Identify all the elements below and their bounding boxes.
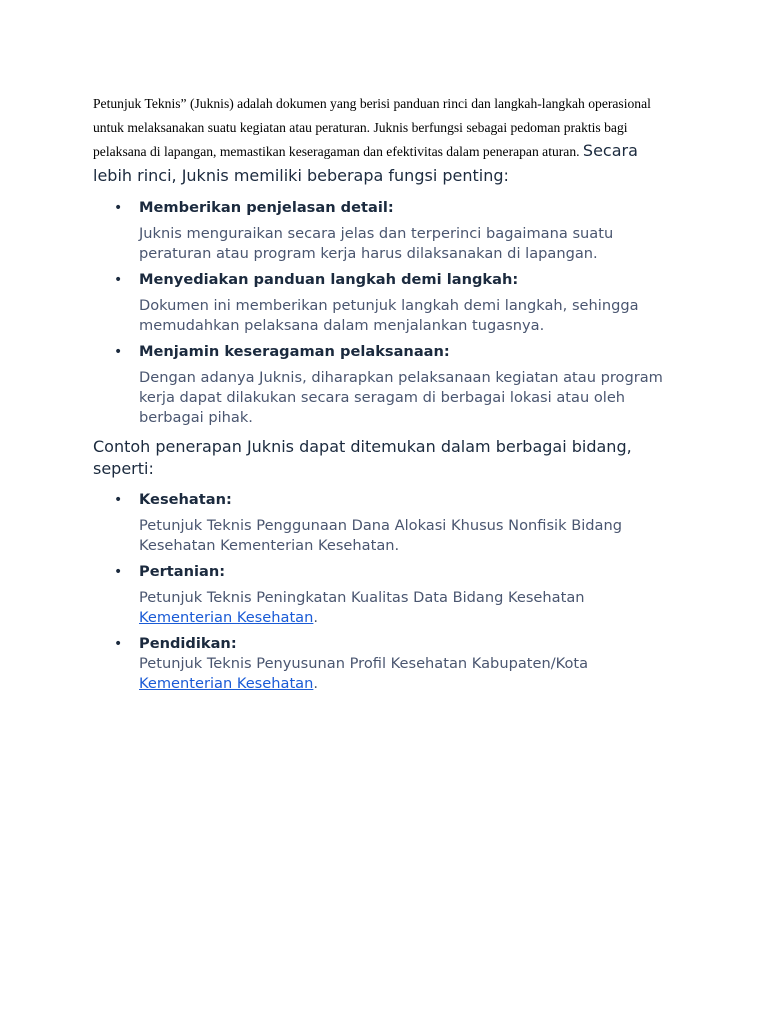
example-title: Pertanian: bbox=[139, 563, 226, 580]
intro-lead-text: Secara lebih rinci, Juknis memiliki beberapa fungsi penting: bbox=[93, 141, 638, 185]
example-description: Petunjuk Teknis Penggunaan Dana Alokasi Khusus Nonfisik Bidang Kesehatan Kementerian Kesehatan. bbox=[139, 517, 622, 554]
bullet-icon: • bbox=[114, 200, 123, 216]
function-description: Dokumen ini memberikan petunjuk langkah demi langkah, sehingga memudahkan pelaksana dalam menjalankan tugasnya. bbox=[139, 297, 639, 334]
functions-list bbox=[93, 198, 678, 428]
function-title: Memberikan penjelasan detail: bbox=[139, 199, 394, 216]
bullet-icon: • bbox=[114, 492, 123, 508]
list-item bbox=[93, 634, 678, 694]
document-body bbox=[93, 92, 678, 700]
list-item bbox=[93, 490, 678, 556]
example-description-suffix: . bbox=[313, 609, 319, 626]
function-description: Dengan adanya Juknis, diharapkan pelaksanaan kegiatan atau program kerja dapat dilakukan secara seragam di berbagai lokasi atau oleh berbagai pihak. bbox=[139, 369, 663, 426]
example-description bbox=[139, 588, 678, 628]
example-title: Pendidikan: bbox=[139, 635, 237, 652]
examples-list bbox=[93, 490, 678, 694]
example-description-text: Petunjuk Teknis Peningkatan Kualitas Data Bidang Kesehatan bbox=[139, 589, 585, 606]
example-description bbox=[139, 654, 678, 694]
list-item bbox=[93, 562, 678, 628]
example-description-text: Petunjuk Teknis Penyusunan Profil Kesehatan Kabupaten/Kota bbox=[139, 655, 589, 672]
kementerian-kesehatan-link[interactable]: Kementerian Kesehatan bbox=[139, 675, 314, 692]
list-item bbox=[93, 198, 678, 264]
list-item bbox=[93, 342, 678, 428]
function-title: Menjamin keseragaman pelaksanaan: bbox=[139, 343, 450, 360]
example-description-suffix: . bbox=[313, 675, 319, 692]
intro-serif-text: Petunjuk Teknis” (Juknis) adalah dokumen yang berisi panduan rinci dan langkah-langkah operasional untuk melaksanakan suatu kegiatan atau peraturan. Juknis berfungsi sebagai pedoman praktis bagi pelaksana di lapangan, memastikan keseragaman dan efektivitas dalam penerapan aturan. bbox=[93, 96, 651, 159]
bullet-icon: • bbox=[114, 272, 123, 288]
bullet-icon: • bbox=[114, 564, 123, 580]
bullet-icon: • bbox=[114, 344, 123, 360]
kementerian-kesehatan-link[interactable]: Kementerian Kesehatan bbox=[139, 609, 314, 626]
examples-heading: Contoh penerapan Juknis dapat ditemukan dalam berbagai bidang, seperti: bbox=[93, 437, 632, 478]
function-description: Juknis menguraikan secara jelas dan terperinci bagaimana suatu peraturan atau program kerja harus dilaksanakan di lapangan. bbox=[139, 225, 614, 262]
bullet-icon: • bbox=[114, 636, 123, 652]
list-item bbox=[93, 270, 678, 336]
function-title: Menyediakan panduan langkah demi langkah: bbox=[139, 271, 519, 288]
example-title: Kesehatan: bbox=[139, 491, 232, 508]
intro-paragraph bbox=[93, 92, 678, 188]
